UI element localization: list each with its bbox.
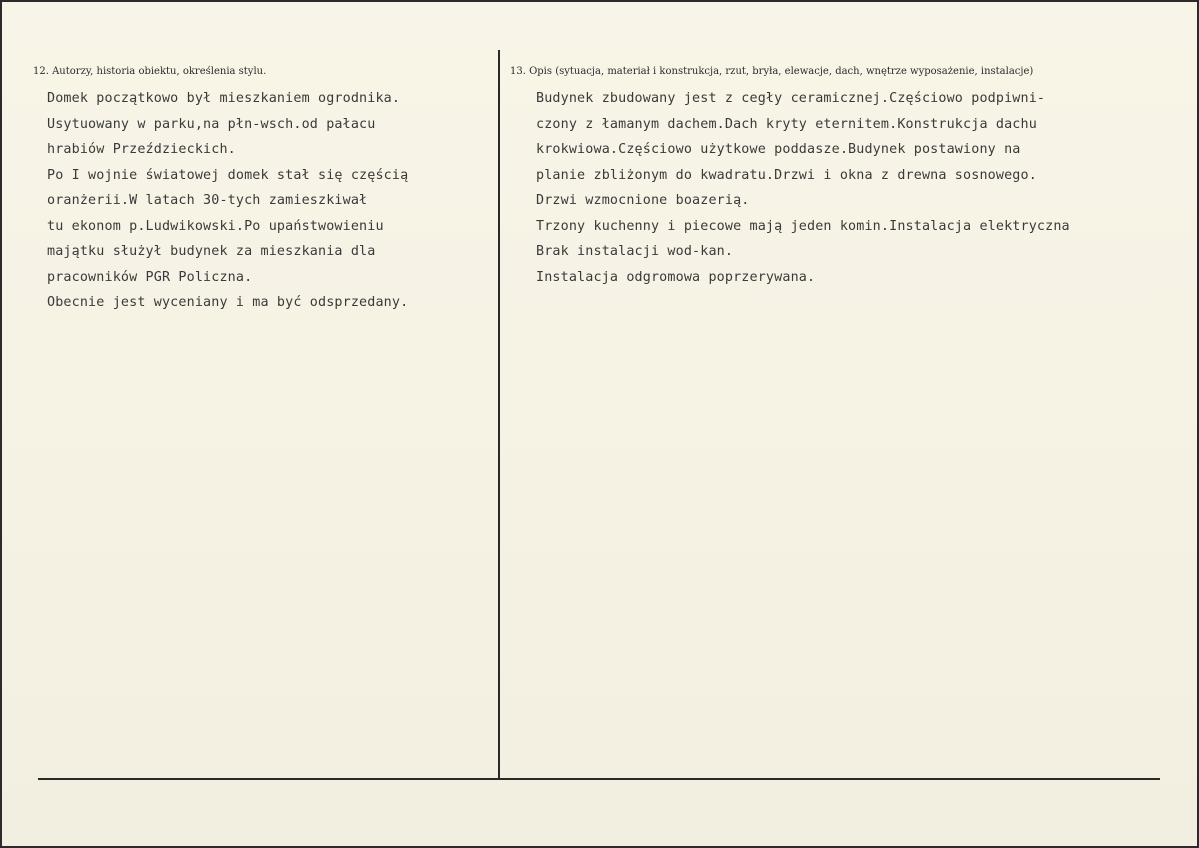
text-line: Instalacja odgromowa poprzerywana. — [536, 269, 816, 285]
section-13-text — [536, 86, 1176, 290]
text-line: majątku służył budynek za mieszkania dla — [47, 244, 376, 259]
text-line: Drzwi wzmocnione boazerią. — [536, 193, 750, 208]
text-line: hrabiów Przeździeckich. — [47, 142, 236, 157]
section-12-heading: 12. Autorzy, historia obiektu, określenia stylu. — [33, 66, 267, 77]
text-line: Po I wojnie światowej domek stał się częścią — [47, 167, 409, 183]
section-13-heading: 13. Opis (sytuacja, materiał i konstrukcja, rzut, bryła, elewacje, dach, wnętrze wyposażenie, instalacje) — [510, 66, 1034, 77]
text-line: Usytuowany w parku,na płn-wsch.od pałacu — [47, 116, 376, 132]
text-line: krokwiowa.Częściowo użytkowe poddasze.Budynek postawiony na — [536, 142, 1021, 157]
text-line: oranżerii.W latach 30-tych zamieszkiwał — [47, 193, 368, 208]
text-line: tu ekonom p.Ludwikowski.Po upaństwowieniu — [47, 218, 384, 234]
text-line: Trzony kuchenny i piecowe mają jeden komin.Instalacja elektryczna — [536, 218, 1070, 234]
text-line: Budynek zbudowany jest z cegły ceramicznej.Częściowo podpiwni- — [536, 91, 1046, 106]
text-line: planie zbliżonym do kwadratu.Drzwi i okna z drewna sosnowego. — [536, 167, 1037, 183]
text-line: Obecnie jest wyceniany i ma być odsprzedany. — [47, 295, 409, 310]
text-line: Brak instalacji wod-kan. — [536, 244, 734, 259]
column-divider — [498, 50, 500, 778]
bottom-rule — [38, 778, 1160, 780]
text-line: Domek początkowo był mieszkaniem ogrodnika. — [47, 91, 401, 106]
text-line: czony z łamanym dachem.Dach kryty eternitem.Konstrukcja dachu — [536, 116, 1037, 132]
section-12-text — [47, 86, 495, 316]
text-line: pracowników PGR Policzna. — [47, 269, 253, 285]
